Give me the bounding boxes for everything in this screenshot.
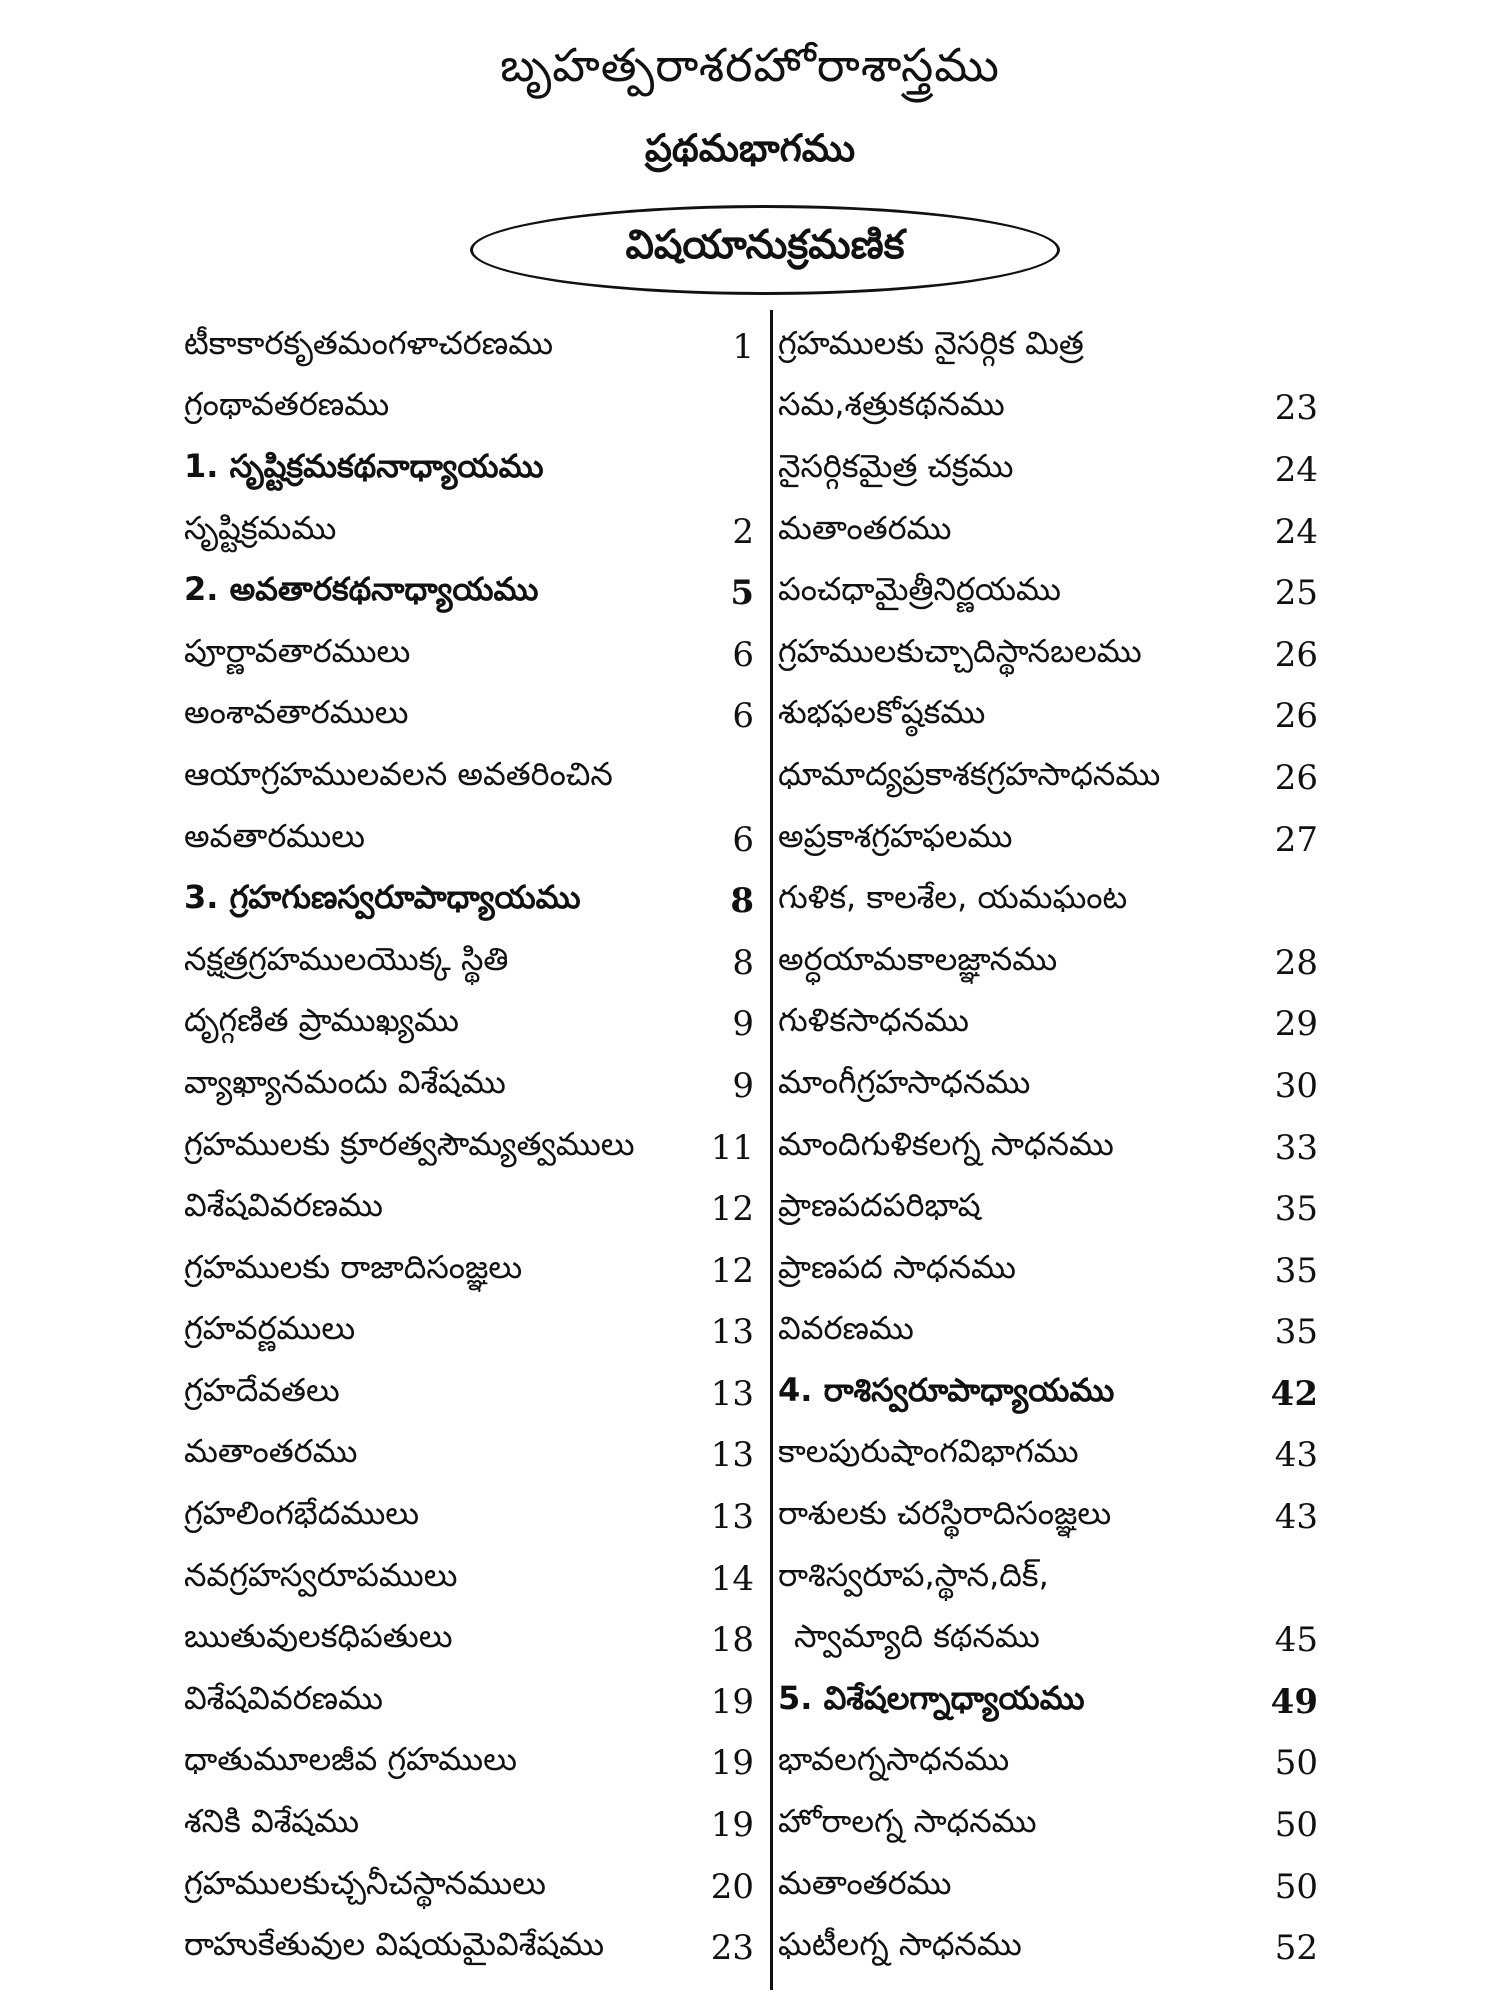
toc-entry-page: 33 xyxy=(1274,1127,1318,1168)
toc-entry-page: 19 xyxy=(710,1805,754,1846)
toc-chapter-row xyxy=(778,1671,1318,1733)
toc-entry-title: 3. గ్రహగుణస్వరూపాధ్యాయము xyxy=(184,878,581,917)
toc-entry-row xyxy=(184,994,754,1056)
toc-entry-page: 13 xyxy=(710,1373,754,1414)
toc-entry-page: 6 xyxy=(732,819,754,860)
toc-entry-page: 2 xyxy=(732,511,754,552)
toc-entry-title: భావలగ్నసాధనము xyxy=(778,1740,1010,1779)
toc-right-column xyxy=(778,316,1318,1979)
toc-entry-page: 43 xyxy=(1274,1497,1318,1538)
toc-entry-row xyxy=(778,378,1318,440)
toc-entry-page: 13 xyxy=(710,1497,754,1538)
toc-entry-row xyxy=(184,624,754,686)
toc-entry-title: గ్రహదేవతలు xyxy=(184,1370,340,1409)
toc-entry-title: మతాంతరము xyxy=(778,508,952,547)
toc-entry-row xyxy=(778,1486,1318,1548)
toc-entry-title: రాశిస్వరూప,స్థాన,దిక్, xyxy=(778,1555,1049,1594)
toc-entry-row xyxy=(184,501,754,563)
toc-entry-title: విశేషవివరణము xyxy=(184,1186,384,1225)
toc-entry-title: 5. విశేషలగ్నాధ్యాయము xyxy=(778,1678,1085,1717)
toc-entry-title: గ్రహవర్ణములు xyxy=(184,1309,356,1348)
toc-entry-page: 50 xyxy=(1274,1866,1318,1907)
toc-entry-title: కాలపురుషాంగవిభాగము xyxy=(778,1432,1079,1471)
toc-entry-row xyxy=(778,439,1318,501)
toc-entry-title: అవతారములు xyxy=(184,816,365,855)
toc-entry-row xyxy=(184,1794,754,1856)
toc-entry-page: 26 xyxy=(1274,634,1318,675)
toc-entry-page: 29 xyxy=(1274,1004,1318,1045)
toc-entry-title: వ్యాఖ్యానమందు విశేషము xyxy=(184,1062,506,1101)
toc-entry-row xyxy=(778,809,1318,871)
toc-entry-row xyxy=(778,1609,1318,1671)
toc-entry-page: 8 xyxy=(732,942,754,983)
toc-chapter-row xyxy=(184,439,754,501)
toc-entry-title: ధాతుమూలజీవ గ్రహములు xyxy=(184,1740,517,1779)
toc-entry-page: 28 xyxy=(1274,942,1318,983)
toc-chapter-row xyxy=(778,1363,1318,1425)
toc-entry-row xyxy=(778,994,1318,1056)
toc-entry-row xyxy=(778,870,1318,932)
toc-entry-page: 42 xyxy=(1270,1373,1318,1414)
toc-entry-row xyxy=(184,747,754,809)
toc-entry-title: గ్రహములకు రాజాదిసంజ్ఞలు xyxy=(184,1247,523,1286)
toc-entry-title: నైసర్గికమైత్ర చక్రము xyxy=(778,446,1014,485)
toc-entry-title: గుళిక, కాలశేల, యమఘంట xyxy=(778,878,1128,917)
toc-entry-row xyxy=(778,1733,1318,1795)
toc-entry-row xyxy=(184,1671,754,1733)
toc-entry-title: ఘటీలగ్న సాధనము xyxy=(778,1925,1022,1964)
toc-entry-page: 14 xyxy=(710,1558,754,1599)
toc-entry-title: గ్రంథావతరణము xyxy=(184,385,390,424)
toc-entry-title: టీకాకారకృతమంగళాచరణము xyxy=(184,323,554,362)
toc-entry-row xyxy=(778,562,1318,624)
toc-entry-row xyxy=(778,1917,1318,1979)
toc-entry-page: 24 xyxy=(1274,449,1318,490)
toc-entry-row xyxy=(184,378,754,440)
toc-entry-title: శుభఫలకోష్ఠకము xyxy=(778,693,986,732)
toc-entry-title: సమ,శత్రుకథనము xyxy=(778,385,1005,424)
toc-entry-title: ఋతువులకధిపతులు xyxy=(184,1617,453,1656)
part-title: ప్రథమభాగము xyxy=(644,126,856,170)
toc-entry-row xyxy=(778,624,1318,686)
toc-entry-row xyxy=(184,1178,754,1240)
toc-left-column xyxy=(184,316,754,1979)
toc-entry-page: 35 xyxy=(1274,1312,1318,1353)
toc-entry-title: నవగ్రహస్వరూపములు xyxy=(184,1555,458,1594)
toc-entry-page: 9 xyxy=(732,1004,754,1045)
toc-entry-row xyxy=(778,747,1318,809)
toc-entry-page: 24 xyxy=(1274,511,1318,552)
toc-entry-row xyxy=(184,686,754,748)
toc-entry-row xyxy=(184,1055,754,1117)
toc-entry-page: 13 xyxy=(710,1312,754,1353)
toc-entry-page: 6 xyxy=(732,696,754,737)
toc-entry-row xyxy=(184,316,754,378)
toc-entry-page: 12 xyxy=(710,1189,754,1230)
toc-entry-row xyxy=(778,932,1318,994)
toc-entry-row xyxy=(778,1055,1318,1117)
toc-entry-title: శనికి విశేషము xyxy=(184,1802,360,1841)
toc-entry-page: 50 xyxy=(1274,1743,1318,1784)
toc-entry-title: పూర్ణావతారములు xyxy=(184,631,411,670)
toc-entry-row xyxy=(778,316,1318,378)
toc-entry-page: 12 xyxy=(710,1250,754,1291)
toc-entry-page: 49 xyxy=(1270,1681,1318,1722)
toc-entry-title: హోరాలగ్న సాధనము xyxy=(778,1802,1037,1841)
toc-entry-row xyxy=(184,1240,754,1302)
toc-entry-row xyxy=(184,1425,754,1487)
toc-entry-row xyxy=(184,809,754,871)
toc-entry-title: పంచధామైత్రీనిర్ణయము xyxy=(778,570,1061,609)
toc-entry-row xyxy=(778,1302,1318,1364)
toc-entry-title: మతాంతరము xyxy=(184,1432,358,1471)
toc-entry-row xyxy=(778,501,1318,563)
toc-entry-title: గ్రహములకు నైసర్గిక మిత్ర xyxy=(778,323,1084,362)
toc-entry-title: ప్రాణపద సాధనము xyxy=(778,1247,1016,1286)
toc-entry-row xyxy=(778,686,1318,748)
toc-entry-title: సృష్టిక్రమము xyxy=(184,508,337,547)
toc-entry-title: మాంగీగ్రహసాధనము xyxy=(778,1062,1031,1101)
toc-entry-row xyxy=(778,1117,1318,1179)
toc-heading-oval xyxy=(470,205,1060,295)
toc-entry-row xyxy=(778,1548,1318,1610)
toc-entry-title: అర్ధయామకాలజ్ఞానము xyxy=(778,939,1058,978)
toc-entry-row xyxy=(184,1856,754,1918)
toc-entry-title: విశేషవివరణము xyxy=(184,1678,384,1717)
toc-entry-page: 1 xyxy=(732,326,754,367)
toc-entry-page: 30 xyxy=(1274,1065,1318,1106)
toc-entry-page: 5 xyxy=(730,573,754,614)
toc-entry-page: 23 xyxy=(710,1928,754,1969)
toc-entry-title: ధూమాద్యప్రకాశకగ్రహసాధనము xyxy=(778,754,1161,793)
toc-entry-page: 19 xyxy=(710,1743,754,1784)
toc-entry-title: రాహుకేతువుల విషయమైవిశేషము xyxy=(184,1925,605,1964)
toc-chapter-row xyxy=(184,562,754,624)
toc-entry-row xyxy=(184,1363,754,1425)
toc-entry-page: 43 xyxy=(1274,1435,1318,1476)
toc-entry-row xyxy=(184,1609,754,1671)
toc-entry-title: గ్రహలింగభేదములు xyxy=(184,1494,420,1533)
toc-entry-page: 25 xyxy=(1274,573,1318,614)
toc-entry-title: రాశులకు చరస్థిరాదిసంజ్ఞలు xyxy=(778,1494,1112,1533)
toc-entry-row xyxy=(778,1178,1318,1240)
toc-entry-page: 35 xyxy=(1274,1250,1318,1291)
toc-chapter-row xyxy=(184,870,754,932)
toc-entry-row xyxy=(778,1794,1318,1856)
toc-entry-page: 27 xyxy=(1274,819,1318,860)
toc-entry-page: 13 xyxy=(710,1435,754,1476)
column-divider xyxy=(770,310,773,1990)
toc-entry-page: 19 xyxy=(710,1681,754,1722)
toc-entry-row xyxy=(184,1917,754,1979)
toc-entry-page: 50 xyxy=(1274,1805,1318,1846)
toc-entry-page: 9 xyxy=(732,1065,754,1106)
toc-entry-title: దృగ్గణిత ప్రాముఖ్యము xyxy=(184,1001,460,1040)
toc-entry-page: 52 xyxy=(1274,1928,1318,1969)
toc-entry-page: 18 xyxy=(710,1620,754,1661)
toc-entry-title: మాందిగుళికలగ్న సాధనము xyxy=(778,1124,1114,1163)
toc-entry-row xyxy=(184,1302,754,1364)
toc-entry-row xyxy=(184,1486,754,1548)
toc-entry-title: గ్రహములకుచ్చనీచస్థానములు xyxy=(184,1863,546,1902)
toc-entry-page: 26 xyxy=(1274,757,1318,798)
toc-entry-title: నక్షత్రగ్రహములయొక్క స్థితి xyxy=(184,939,509,978)
toc-heading: విషయానుక్రమణిక xyxy=(625,222,905,268)
toc-entry-title: 2. అవతారకథనాధ్యాయము xyxy=(184,570,539,609)
toc-entry-row xyxy=(778,1425,1318,1487)
toc-entry-row xyxy=(184,1548,754,1610)
toc-entry-title: మతాంతరము xyxy=(778,1863,952,1902)
toc-entry-page: 8 xyxy=(730,881,754,922)
toc-entry-title: గ్రహములకుచ్చాదిస్థానబలము xyxy=(778,631,1142,670)
toc-entry-title: ప్రాణపదపరిభాష xyxy=(778,1186,981,1225)
toc-entry-title: 1. సృష్టిక్రమకథనాధ్యాయము xyxy=(184,446,544,485)
toc-entry-row xyxy=(184,932,754,994)
toc-entry-row xyxy=(184,1733,754,1795)
toc-entry-title: గ్రహములకు క్రూరత్వసౌమ్యత్వములు xyxy=(184,1124,635,1163)
toc-entry-page: 11 xyxy=(710,1127,754,1168)
toc-entry-title: గుళికసాధనము xyxy=(778,1001,970,1040)
toc-entry-page: 26 xyxy=(1274,696,1318,737)
toc-entry-row xyxy=(184,1117,754,1179)
toc-entry-page: 6 xyxy=(732,634,754,675)
toc-entry-title: అంశావతారములు xyxy=(184,693,409,732)
toc-entry-title: వివరణము xyxy=(778,1309,914,1348)
toc-entry-page: 35 xyxy=(1274,1189,1318,1230)
toc-entry-page: 45 xyxy=(1274,1620,1318,1661)
toc-entry-row xyxy=(778,1240,1318,1302)
toc-entry-title: 4. రాశిస్వరూపాధ్యాయము xyxy=(778,1370,1115,1409)
toc-entry-row xyxy=(778,1856,1318,1918)
toc-entry-page: 23 xyxy=(1274,388,1318,429)
toc-entry-title: అప్రకాశగ్రహఫలము xyxy=(778,816,1013,855)
toc-entry-page: 20 xyxy=(710,1866,754,1907)
toc-entry-title: ఆయాగ్రహములవలన అవతరించిన xyxy=(184,754,613,793)
toc-entry-title: స్వామ్యాది కథనము xyxy=(794,1617,1040,1656)
book-title: బృహత్పరాశరహోరాశాస్త్రము xyxy=(500,38,1000,92)
